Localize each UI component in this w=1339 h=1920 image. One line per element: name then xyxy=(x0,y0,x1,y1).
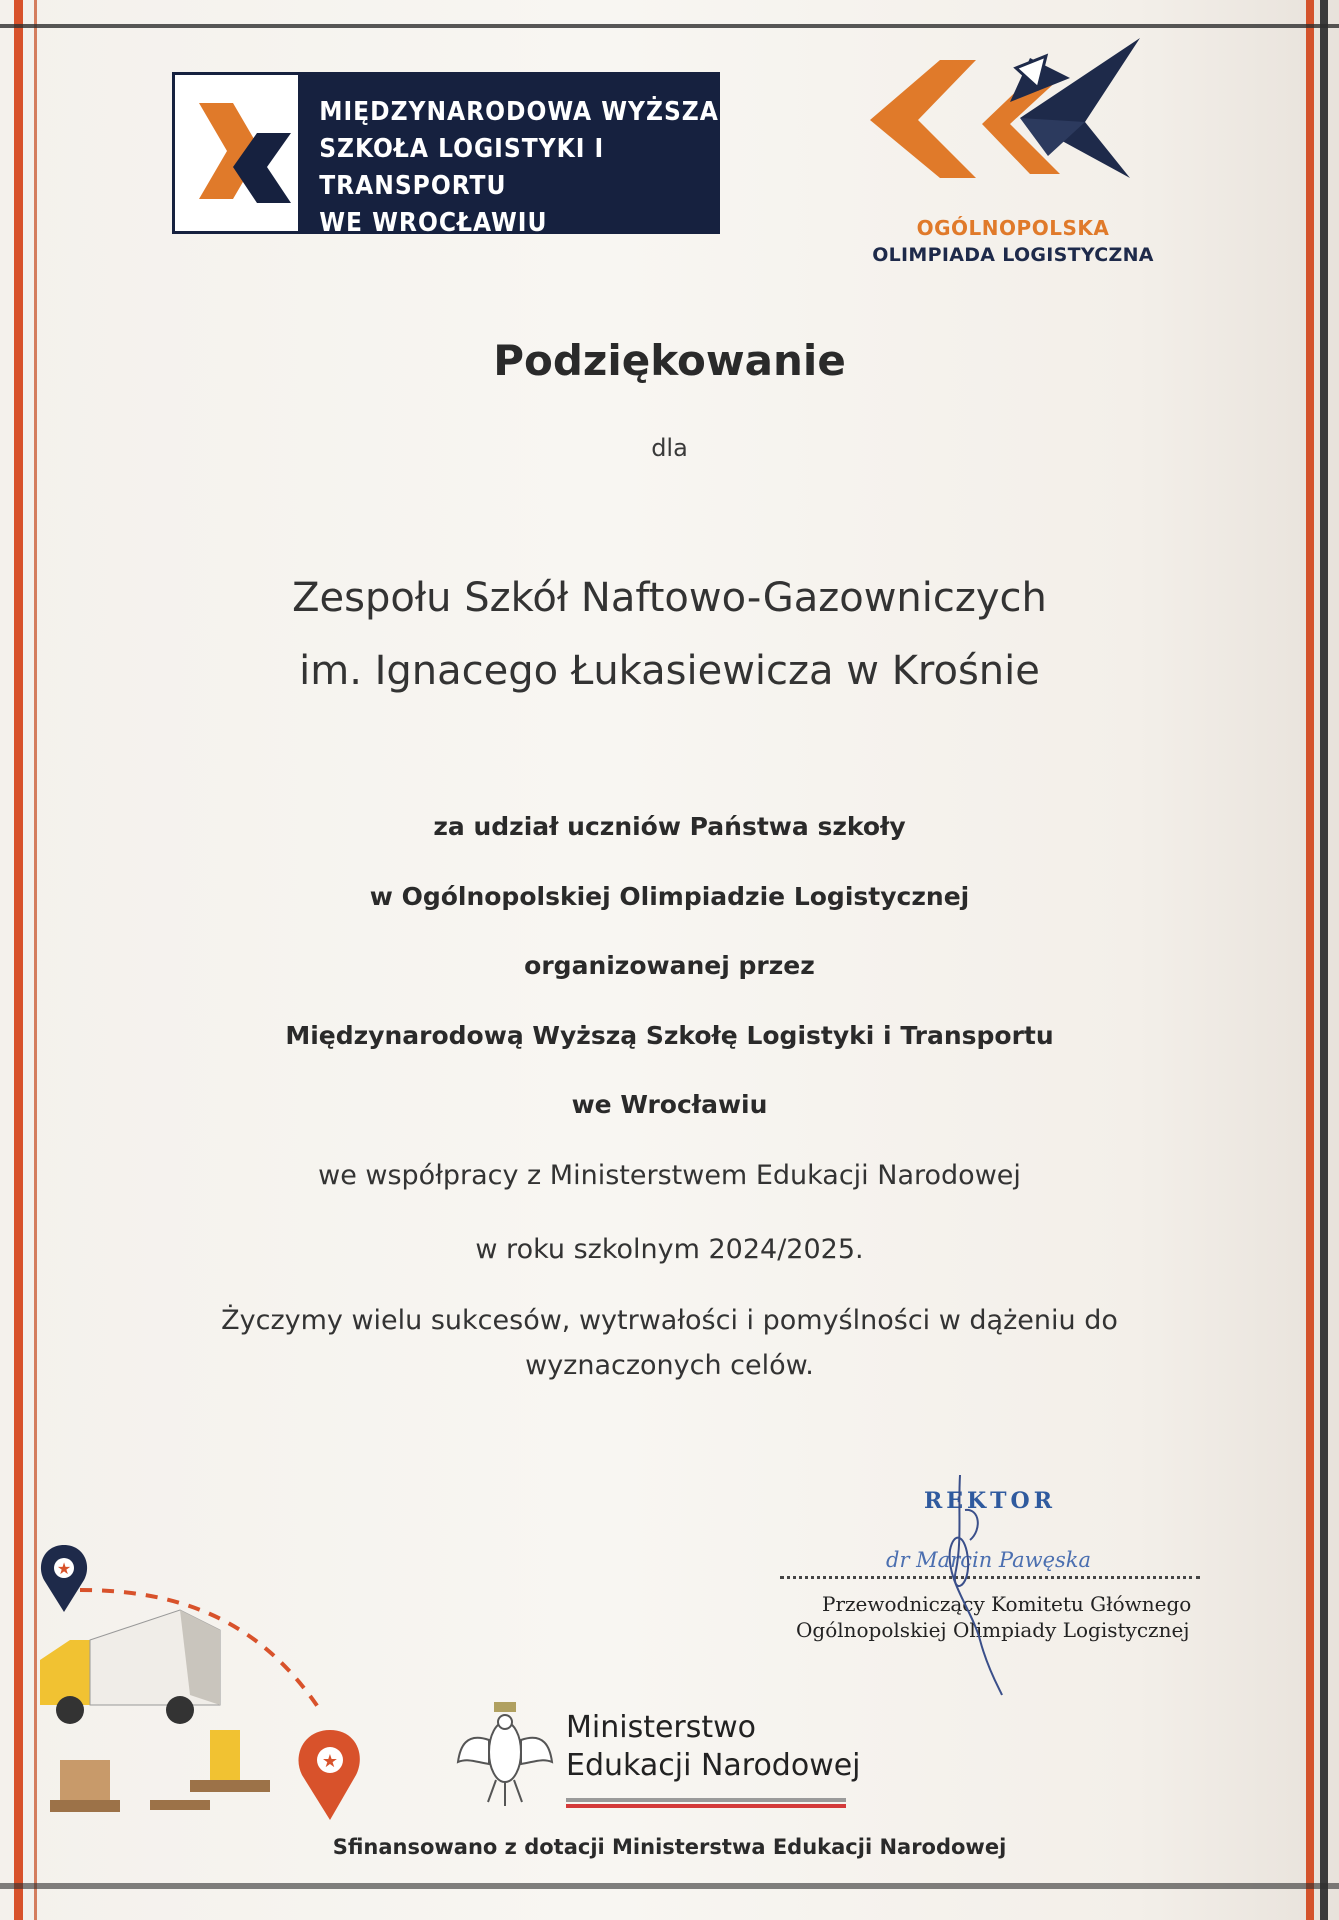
olympiad-logo xyxy=(870,38,1180,278)
dla-label: dla xyxy=(651,434,688,462)
signatory-name: dr Marcin Pawęska xyxy=(886,1548,1092,1572)
olympiad-name-line2: OLIMPIADA LOGISTYCZNA xyxy=(872,244,1154,266)
body-bold-line5: we Wrocławiu xyxy=(571,1090,768,1119)
university-name-line1: MIĘDZYNARODOWA WYŻSZA xyxy=(319,97,719,127)
recipient-line2: im. Ignacego Łukasiewicza w Krośnie xyxy=(299,648,1040,694)
signature-block xyxy=(760,1470,1220,1700)
ministry-name-line1: Ministerstwo xyxy=(566,1710,757,1745)
svg-text:★: ★ xyxy=(56,1559,72,1578)
body-bold-line3: organizowanej przez xyxy=(524,951,815,980)
olympiad-mark-icon xyxy=(870,38,1170,213)
logistics-illustration-icon xyxy=(30,1530,370,1860)
white-eagle-emblem-icon xyxy=(456,1702,554,1808)
signatory-role-line1: Przewodniczący Komitetu Głównego xyxy=(822,1592,1192,1616)
university-mark-icon xyxy=(175,75,298,231)
funding-note: Sfinansowano z dotacji Ministerstwa Edukacji Narodowej xyxy=(332,1835,1007,1859)
university-name-line2: SZKOŁA LOGISTYKI I TRANSPORTU xyxy=(319,134,605,201)
body-bold-line1: za udział uczniów Państwa szkoły xyxy=(433,812,906,841)
certificate-title: Podziękowanie xyxy=(493,336,846,385)
handwritten-signature-icon xyxy=(910,1470,1030,1700)
olympiad-name-line1: OGÓLNOPOLSKA xyxy=(916,216,1110,240)
body-line-wishes1: Życzymy wielu sukcesów, wytrwałości i pomyślności w dążeniu do xyxy=(221,1305,1118,1336)
rektor-stamp: REKTOR xyxy=(924,1488,1056,1514)
body-line-school-year: w roku szkolnym 2024/2025. xyxy=(475,1234,864,1265)
body-bold-line2: w Ogólnopolskiej Olimpiadzie Logistycznej xyxy=(369,882,970,911)
body-line-wishes2: wyznaczonych celów. xyxy=(525,1350,814,1381)
body-bold-line4: Międzynarodową Wyższą Szkołę Logistyki i Transportu xyxy=(285,1021,1054,1050)
ministry-logo xyxy=(448,1690,868,1810)
university-name-line3: WE WROCŁAWIU xyxy=(319,208,548,238)
ministry-name-line2: Edukacji Narodowej xyxy=(566,1748,861,1783)
ministry-gray-stripe xyxy=(566,1798,846,1802)
svg-text:★: ★ xyxy=(321,1751,339,1772)
ministry-red-stripe xyxy=(566,1804,846,1808)
bottom-border xyxy=(0,1883,1339,1889)
university-logo xyxy=(172,72,720,238)
top-border xyxy=(0,24,1339,28)
recipient-line1: Zespołu Szkół Naftowo-Gazowniczych xyxy=(292,575,1047,621)
body-line-cooperation: we współpracy z Ministerstwem Edukacji Narodowej xyxy=(318,1160,1021,1191)
signatory-role-line2: Ogólnopolskiej Olimpiady Logistycznej xyxy=(796,1618,1190,1642)
